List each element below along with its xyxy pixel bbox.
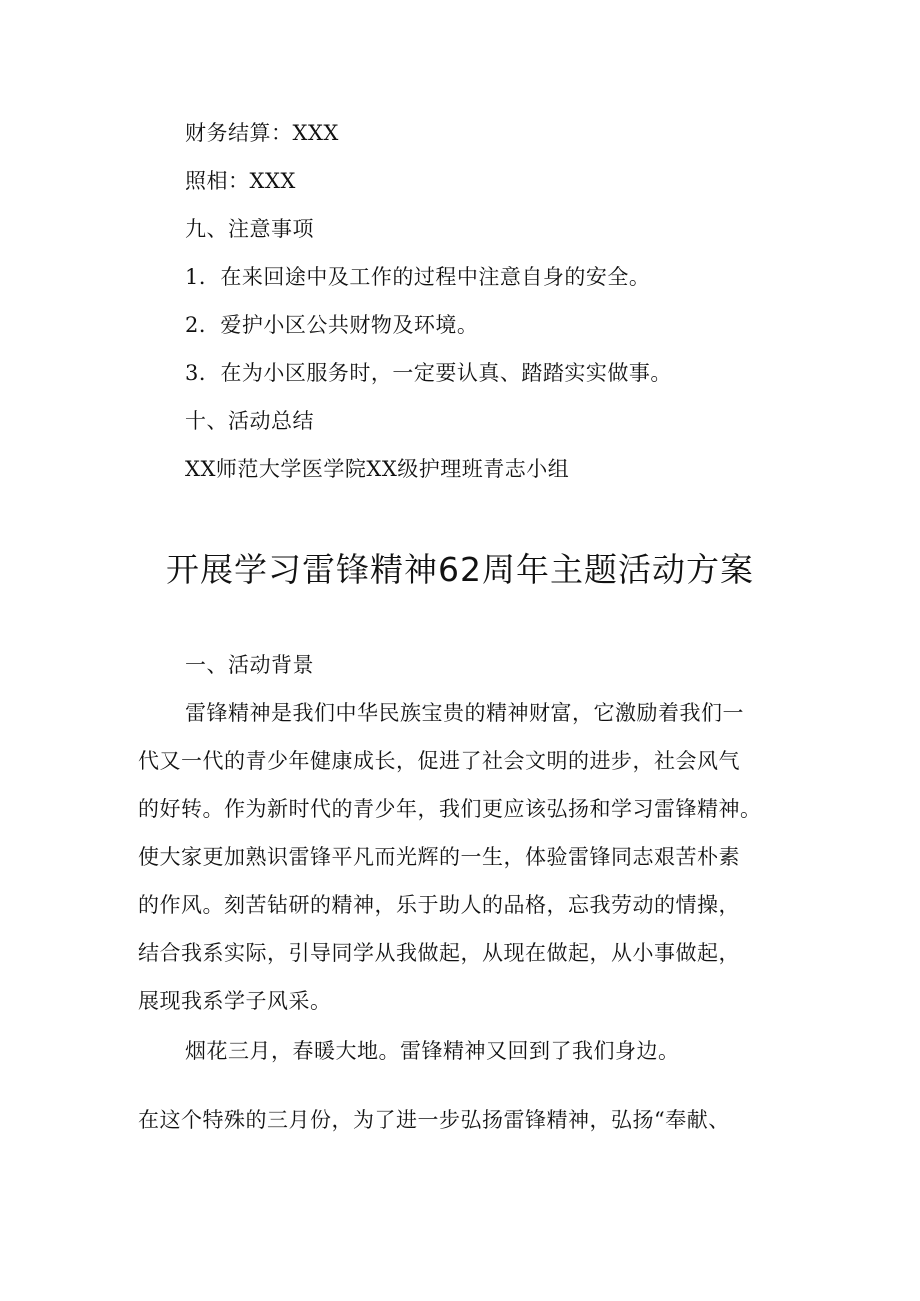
summary-heading: 十、活动总结 [185, 409, 314, 433]
note-item-2: 2．爱护小区公共财物及环境。 [185, 313, 479, 337]
paragraph-line: 使大家更加熟识雷锋平凡而光辉的一生，体验雷锋同志艰苦朴素 [138, 845, 740, 869]
note-item-3: 3．在为小区服务时，一定要认真、踏踏实实做事。 [185, 361, 672, 385]
section-heading-background: 一、活动背景 [185, 653, 314, 677]
paragraph-line: 代又一代的青少年健康成长，促进了社会文明的进步，社会风气 [138, 749, 740, 773]
photo-line: 照相：XXX [185, 169, 296, 193]
paragraph-3: 在这个特殊的三月份，为了进一步弘扬雷锋精神，弘扬“奉献、 [138, 1108, 730, 1132]
paragraph-line: 结合我系实际，引导同学从我做起，从现在做起，从小事做起， [138, 941, 740, 965]
paragraph-line: 的好转。作为新时代的青少年，我们更应该弘扬和学习雷锋精神。 [138, 797, 762, 821]
document-title: 开展学习雷锋精神62周年主题活动方案 [166, 550, 754, 589]
notes-heading: 九、注意事项 [185, 217, 314, 241]
paragraph-line: 的作风。刻苦钻研的精神，乐于助人的品格，忘我劳动的情操， [138, 893, 740, 917]
paragraph-line: 展现我系学子风采。 [138, 989, 332, 1013]
finance-line: 财务结算：XXX [185, 121, 339, 145]
organizer-line: XX师范大学医学院XX级护理班青志小组 [185, 457, 570, 481]
paragraph-2: 烟花三月，春暖大地。雷锋精神又回到了我们身边。 [185, 1039, 680, 1063]
note-item-1: 1．在来回途中及工作的过程中注意自身的安全。 [185, 265, 651, 289]
paragraph-line: 雷锋精神是我们中华民族宝贵的精神财富，它激励着我们一 [185, 701, 744, 725]
